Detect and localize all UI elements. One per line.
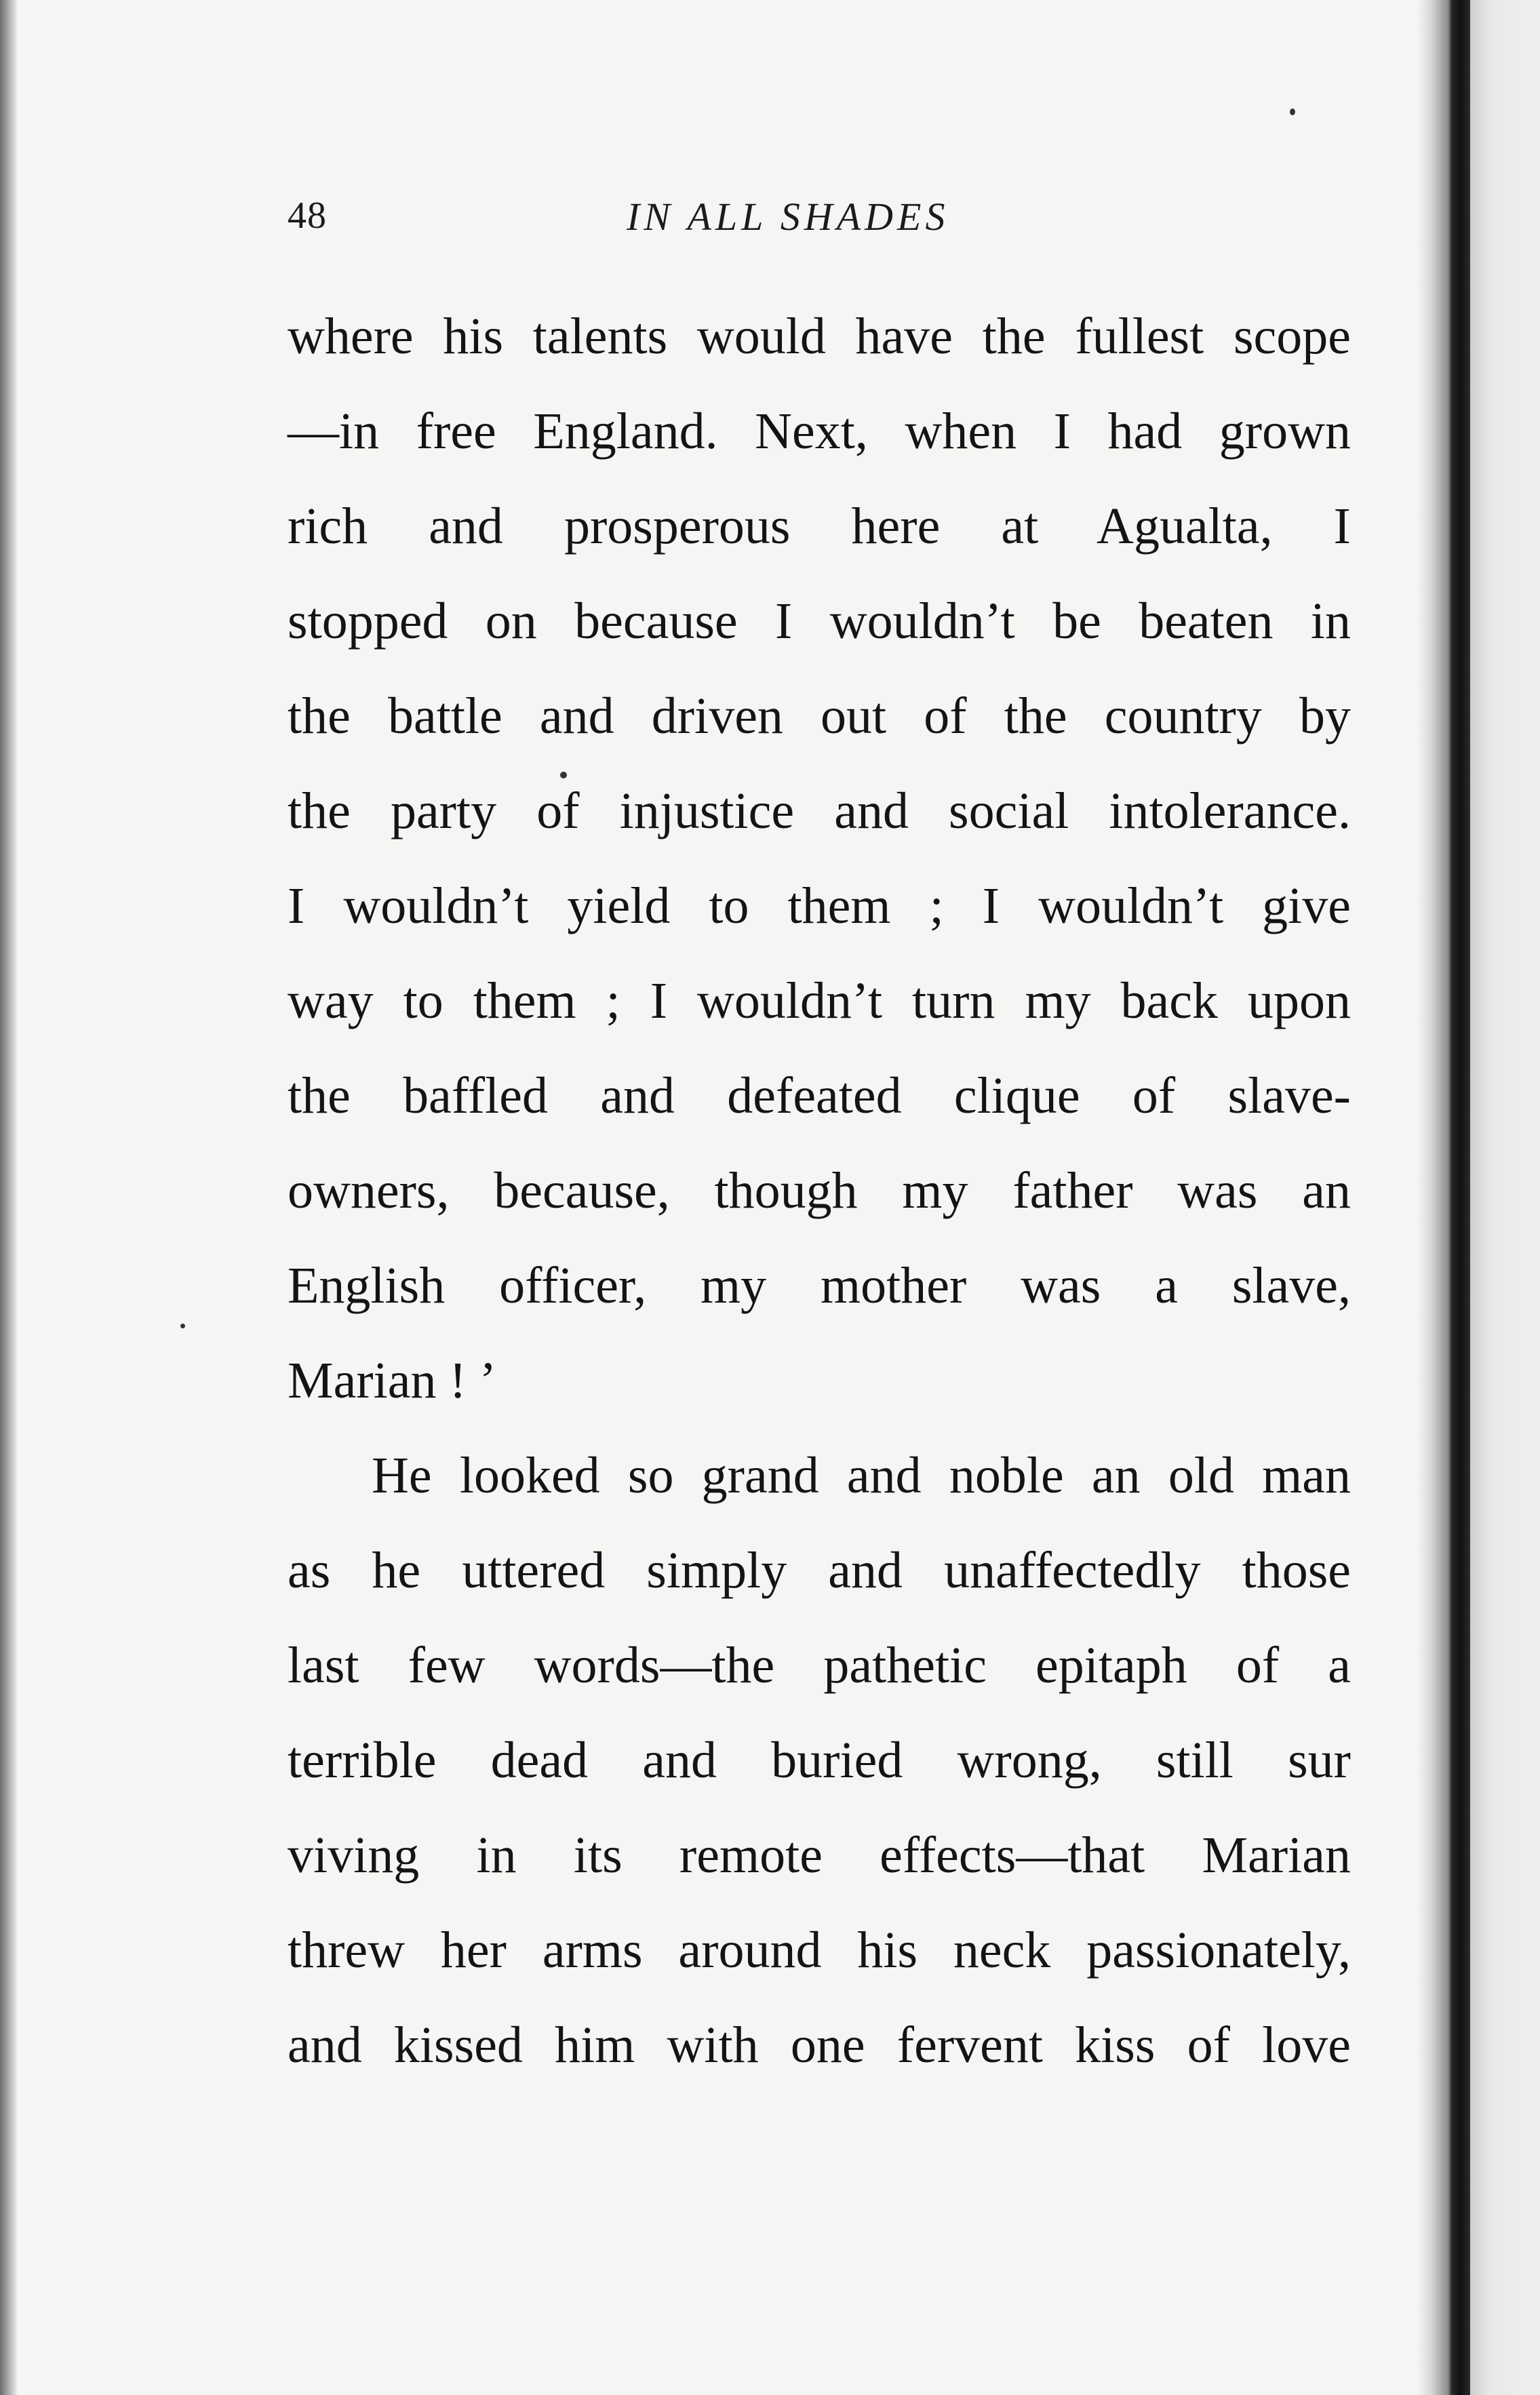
text-line: —in free England. Next, when I had grown — [288, 403, 1351, 460]
text-line: stopped on because I wouldn’t be beaten in — [288, 593, 1351, 650]
text-line: the baffled and defeated clique of slave- — [288, 1067, 1351, 1124]
gutter-shadow — [1417, 0, 1451, 2395]
text-line: where his talents would have the fullest scope — [288, 308, 1351, 365]
scan-speck — [560, 772, 567, 778]
text-line: terrible dead and buried wrong, still sur — [288, 1732, 1351, 1789]
text-line: I wouldn’t yield to them ; I wouldn’t give — [288, 877, 1351, 934]
text-line: owners, because, though my father was an — [288, 1162, 1351, 1219]
text-line: as he uttered simply and unaffectedly those — [288, 1542, 1351, 1599]
page-header — [288, 189, 1351, 250]
body-text — [288, 304, 1351, 2107]
text-line: rich and prosperous here at Agualta, I — [288, 498, 1351, 555]
text-line: Marian ! ’ — [288, 1352, 497, 1409]
text-line: and kissed him with one fervent kiss of love — [288, 2017, 1351, 2074]
page-number: 48 — [288, 195, 327, 237]
scan-speck — [1290, 108, 1295, 115]
facing-page-edge — [1470, 0, 1540, 2395]
text-line: the battle and driven out of the country by — [288, 688, 1351, 745]
running-title: IN ALL SHADES — [627, 195, 949, 239]
text-line: viving in its remote effects—that Marian — [288, 1827, 1351, 1884]
text-line: last few words—the pathetic epitaph of a — [288, 1637, 1351, 1694]
page-left-edge — [0, 0, 18, 2395]
scan-speck — [180, 1324, 185, 1328]
text-line: the party of injustice and social intolerance. — [288, 783, 1351, 839]
text-line: English officer, my mother was a slave, — [288, 1257, 1351, 1314]
text-line: way to them ; I wouldn’t turn my back upon — [288, 972, 1351, 1029]
text-line: threw her arms around his neck passionately, — [288, 1922, 1351, 1979]
text-line-paragraph-start: He looked so grand and noble an old man — [372, 1447, 1351, 1504]
book-binding — [1451, 0, 1470, 2395]
